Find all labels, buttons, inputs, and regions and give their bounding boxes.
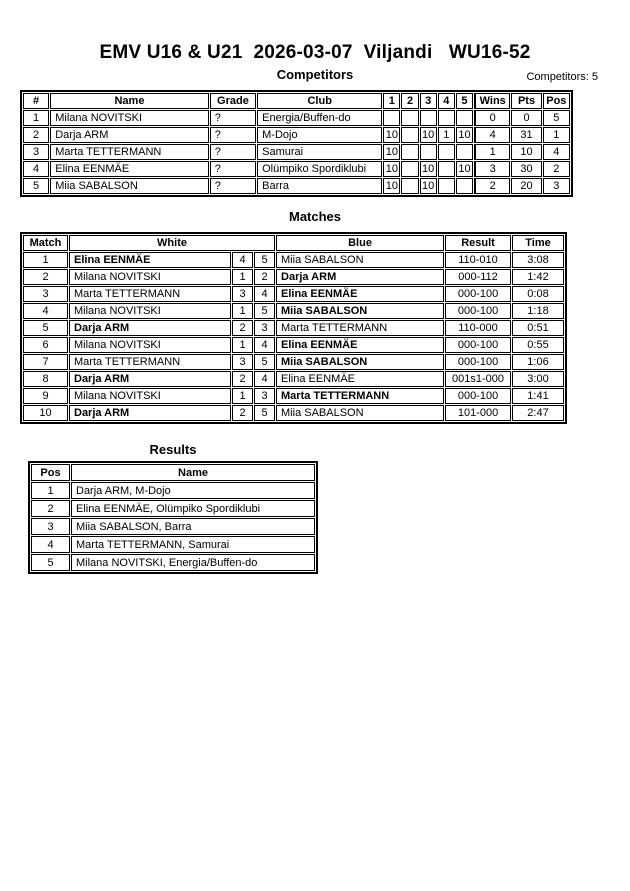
match-row — [23, 286, 564, 302]
match-number: 2 — [23, 269, 68, 285]
result-pos: 2 — [31, 500, 70, 517]
competitors-count: Competitors: 5 — [526, 71, 598, 83]
match-number: 6 — [23, 337, 68, 353]
competitor-row — [23, 161, 570, 177]
time-cell: 1:42 — [512, 269, 564, 285]
result-cell: 110-010 — [445, 252, 511, 268]
score-cell: 10 — [383, 178, 400, 194]
score-cell: 10 — [456, 127, 473, 143]
competitor-club: Samurai — [257, 144, 382, 160]
score-cell: 10 — [420, 127, 437, 143]
competitor-club: Olümpiko Spordiklubi — [257, 161, 382, 177]
result-row — [31, 536, 315, 553]
match-row — [23, 320, 564, 336]
blue-name: Elina EENMÄE — [276, 337, 444, 353]
matches-section-title: Matches — [288, 209, 342, 224]
match-row — [23, 337, 564, 353]
match-row — [23, 269, 564, 285]
match-number: 3 — [23, 286, 68, 302]
match-number: 10 — [23, 405, 68, 421]
col-header-time: Time — [512, 235, 564, 251]
result-cell: 000-100 — [445, 303, 511, 319]
score-cell — [456, 144, 473, 160]
pos-cell: 3 — [543, 178, 570, 194]
result-cell: 000-100 — [445, 388, 511, 404]
competitors-header-row — [23, 93, 570, 109]
blue-name: Miia SABALSON — [276, 252, 444, 268]
competitor-grade: ? — [210, 127, 256, 143]
result-pos: 1 — [31, 482, 70, 499]
pos-cell: 4 — [543, 144, 570, 160]
blue-name: Miia SABALSON — [276, 405, 444, 421]
col-header-number: # — [23, 93, 49, 109]
white-name: Darja ARM — [69, 405, 231, 421]
score-cell: 10 — [383, 127, 400, 143]
competitor-row — [23, 127, 570, 143]
wins-cell: 1 — [474, 144, 510, 160]
blue-id: 3 — [254, 388, 275, 404]
competitor-name: Elina EENMÄE — [50, 161, 208, 177]
match-number: 1 — [23, 252, 68, 268]
pts-cell: 10 — [511, 144, 541, 160]
white-name: Marta TETTERMANN — [69, 354, 231, 370]
wins-cell: 2 — [474, 178, 510, 194]
competitor-grade: ? — [210, 144, 256, 160]
blue-id: 5 — [254, 252, 275, 268]
competitor-row — [23, 144, 570, 160]
competitor-club: Energia/Buffen-do — [257, 110, 382, 126]
score-cell: 10 — [420, 178, 437, 194]
match-number: 5 — [23, 320, 68, 336]
white-id: 1 — [232, 269, 253, 285]
time-cell: 0:55 — [512, 337, 564, 353]
score-cell — [438, 161, 455, 177]
matches-header-row — [23, 235, 564, 251]
blue-id: 5 — [254, 405, 275, 421]
result-name: Darja ARM, M-Dojo — [71, 482, 315, 499]
blue-name: Marta TETTERMANN — [276, 388, 444, 404]
col-header-club: Club — [257, 93, 382, 109]
result-row — [31, 554, 315, 571]
result-cell: 000-100 — [445, 354, 511, 370]
time-cell: 0:51 — [512, 320, 564, 336]
page-title: EMV U16 & U21 2026-03-07 Viljandi WU16-52 — [99, 42, 531, 63]
competitor-grade: ? — [210, 110, 256, 126]
score-cell — [401, 127, 418, 143]
blue-id: 4 — [254, 371, 275, 387]
blue-id: 2 — [254, 269, 275, 285]
match-row — [23, 371, 564, 387]
white-id: 3 — [232, 354, 253, 370]
results-section-title: Results — [149, 442, 197, 457]
result-name: Miia SABALSON, Barra — [71, 518, 315, 535]
result-cell: 000-100 — [445, 286, 511, 302]
result-name: Marta TETTERMANN, Samurai — [71, 536, 315, 553]
time-cell: 3:00 — [512, 371, 564, 387]
result-cell: 001s1-000 — [445, 371, 511, 387]
competitor-name: Miia SABALSON — [50, 178, 208, 194]
col-header-match: Match — [23, 235, 68, 251]
result-name: Elina EENMÄE, Olümpiko Spordiklubi — [71, 500, 315, 517]
wins-cell: 4 — [474, 127, 510, 143]
match-row — [23, 252, 564, 268]
col-header-opp4: 4 — [438, 93, 455, 109]
score-cell — [420, 144, 437, 160]
competitor-name: Darja ARM — [50, 127, 208, 143]
white-id: 2 — [232, 405, 253, 421]
competitor-number: 3 — [23, 144, 49, 160]
col-header-pts: Pts — [511, 93, 541, 109]
col-header-opp1: 1 — [383, 93, 400, 109]
competitor-name: Milana NOVITSKI — [50, 110, 208, 126]
match-number: 7 — [23, 354, 68, 370]
white-name: Marta TETTERMANN — [69, 286, 231, 302]
pos-cell: 2 — [543, 161, 570, 177]
col-header-pos: Pos — [543, 93, 570, 109]
competitor-number: 4 — [23, 161, 49, 177]
competitors-table — [20, 90, 573, 197]
blue-id: 4 — [254, 337, 275, 353]
white-name: Darja ARM — [69, 320, 231, 336]
result-pos: 3 — [31, 518, 70, 535]
score-cell — [383, 110, 400, 126]
result-pos: 5 — [31, 554, 70, 571]
match-number: 8 — [23, 371, 68, 387]
score-cell — [456, 178, 473, 194]
col-header-blue: Blue — [276, 235, 444, 251]
blue-name: Marta TETTERMANN — [276, 320, 444, 336]
pts-cell: 31 — [511, 127, 541, 143]
blue-name: Miia SABALSON — [276, 303, 444, 319]
result-name: Milana NOVITSKI, Energia/Buffen-do — [71, 554, 315, 571]
white-id: 2 — [232, 320, 253, 336]
competitor-number: 5 — [23, 178, 49, 194]
white-id: 4 — [232, 252, 253, 268]
score-cell: 10 — [456, 161, 473, 177]
competitor-number: 1 — [23, 110, 49, 126]
time-cell: 2:47 — [512, 405, 564, 421]
result-pos: 4 — [31, 536, 70, 553]
col-header-name: Name — [50, 93, 208, 109]
time-cell: 0:08 — [512, 286, 564, 302]
white-name: Milana NOVITSKI — [69, 269, 231, 285]
white-id: 1 — [232, 388, 253, 404]
blue-id: 5 — [254, 354, 275, 370]
time-cell: 1:41 — [512, 388, 564, 404]
competitor-name: Marta TETTERMANN — [50, 144, 208, 160]
score-cell: 1 — [438, 127, 455, 143]
wins-cell: 0 — [474, 110, 510, 126]
white-id: 1 — [232, 337, 253, 353]
white-name: Milana NOVITSKI — [69, 337, 231, 353]
blue-name: Darja ARM — [276, 269, 444, 285]
white-name: Elina EENMÄE — [69, 252, 231, 268]
score-cell — [401, 144, 418, 160]
white-id: 2 — [232, 371, 253, 387]
results-table — [28, 461, 318, 574]
score-cell — [438, 144, 455, 160]
wins-cell: 3 — [474, 161, 510, 177]
score-cell: 10 — [383, 161, 400, 177]
result-cell: 000-112 — [445, 269, 511, 285]
match-row — [23, 354, 564, 370]
blue-id: 3 — [254, 320, 275, 336]
competitor-club: Barra — [257, 178, 382, 194]
white-id: 3 — [232, 286, 253, 302]
matches-table — [20, 232, 567, 424]
col-header-name: Name — [71, 464, 315, 481]
competitor-row — [23, 110, 570, 126]
score-cell — [438, 178, 455, 194]
col-header-white: White — [69, 235, 275, 251]
competitor-number: 2 — [23, 127, 49, 143]
pts-cell: 20 — [511, 178, 541, 194]
score-cell — [420, 110, 437, 126]
col-header-opp5: 5 — [456, 93, 473, 109]
blue-name: Elina EENMÄE — [276, 371, 444, 387]
competitors-section-title: Competitors — [276, 67, 354, 82]
col-header-pos: Pos — [31, 464, 70, 481]
result-row — [31, 482, 315, 499]
match-row — [23, 405, 564, 421]
time-cell: 1:18 — [512, 303, 564, 319]
col-header-opp3: 3 — [420, 93, 437, 109]
result-cell: 000-100 — [445, 337, 511, 353]
col-header-opp2: 2 — [401, 93, 418, 109]
col-header-result: Result — [445, 235, 511, 251]
col-header-wins: Wins — [474, 93, 510, 109]
score-cell — [401, 178, 418, 194]
white-id: 1 — [232, 303, 253, 319]
time-cell: 1:06 — [512, 354, 564, 370]
blue-id: 4 — [254, 286, 275, 302]
match-number: 4 — [23, 303, 68, 319]
competitor-row — [23, 178, 570, 194]
white-name: Milana NOVITSKI — [69, 388, 231, 404]
blue-id: 5 — [254, 303, 275, 319]
match-row — [23, 303, 564, 319]
competitor-grade: ? — [210, 161, 256, 177]
competitor-club: M-Dojo — [257, 127, 382, 143]
time-cell: 3:08 — [512, 252, 564, 268]
score-cell — [438, 110, 455, 126]
score-cell: 10 — [383, 144, 400, 160]
white-name: Milana NOVITSKI — [69, 303, 231, 319]
score-cell — [401, 110, 418, 126]
result-row — [31, 500, 315, 517]
blue-name: Elina EENMÄE — [276, 286, 444, 302]
pos-cell: 1 — [543, 127, 570, 143]
match-row — [23, 388, 564, 404]
result-cell: 110-000 — [445, 320, 511, 336]
competitor-grade: ? — [210, 178, 256, 194]
result-row — [31, 518, 315, 535]
result-cell: 101-000 — [445, 405, 511, 421]
white-name: Darja ARM — [69, 371, 231, 387]
score-cell — [456, 110, 473, 126]
pos-cell: 5 — [543, 110, 570, 126]
col-header-grade: Grade — [210, 93, 256, 109]
match-number: 9 — [23, 388, 68, 404]
pts-cell: 0 — [511, 110, 541, 126]
pts-cell: 30 — [511, 161, 541, 177]
score-cell — [401, 161, 418, 177]
blue-name: Miia SABALSON — [276, 354, 444, 370]
results-header-row — [31, 464, 315, 481]
score-cell: 10 — [420, 161, 437, 177]
